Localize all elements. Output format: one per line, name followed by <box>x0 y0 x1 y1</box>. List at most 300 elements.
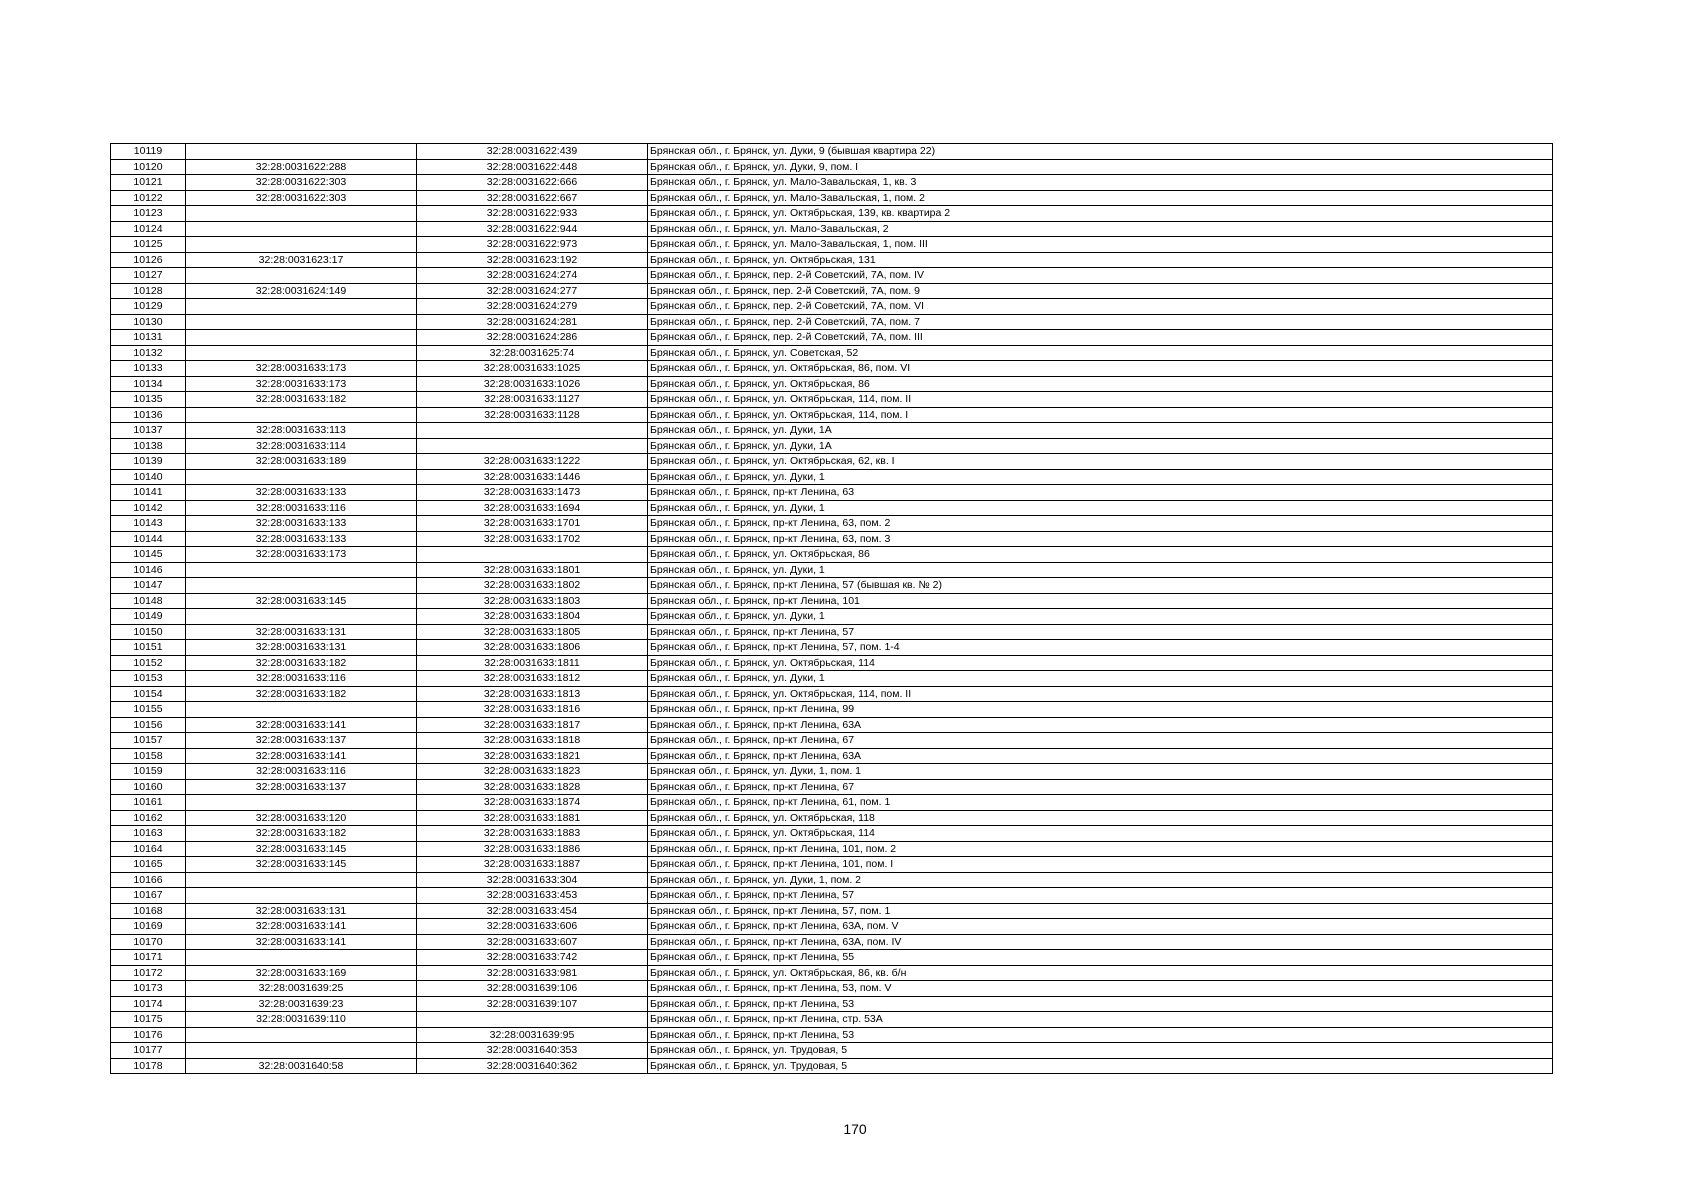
parent-cadastral-number-cell: 32:28:0031633:182 <box>186 655 417 671</box>
row-number-cell: 10167 <box>111 888 186 904</box>
cadastral-number-cell: 32:28:0031640:353 <box>417 1043 648 1059</box>
address-cell: Брянская обл., г. Брянск, пр-кт Ленина, 63А, пом. IV <box>648 934 1553 950</box>
cadastral-number-cell: 32:28:0031633:1025 <box>417 361 648 377</box>
row-number-cell: 10125 <box>111 237 186 253</box>
parent-cadastral-number-cell: 32:28:0031633:173 <box>186 361 417 377</box>
row-number-cell: 10126 <box>111 252 186 268</box>
table-row <box>111 237 1553 253</box>
row-number-cell: 10164 <box>111 841 186 857</box>
row-number-cell: 10161 <box>111 795 186 811</box>
table-row <box>111 733 1553 749</box>
cadastral-number-cell: 32:28:0031633:1874 <box>417 795 648 811</box>
table-row <box>111 299 1553 315</box>
cadastral-number-cell: 32:28:0031633:1804 <box>417 609 648 625</box>
address-cell: Брянская обл., г. Брянск, ул. Дуки, 1 <box>648 562 1553 578</box>
row-number-cell: 10149 <box>111 609 186 625</box>
parent-cadastral-number-cell: 32:28:0031633:141 <box>186 717 417 733</box>
row-number-cell: 10130 <box>111 314 186 330</box>
row-number-cell: 10129 <box>111 299 186 315</box>
parent-cadastral-number-cell: 32:28:0031633:113 <box>186 423 417 439</box>
table-row <box>111 826 1553 842</box>
parent-cadastral-number-cell <box>186 950 417 966</box>
row-number-cell: 10124 <box>111 221 186 237</box>
address-cell: Брянская обл., г. Брянск, пер. 2-й Советский, 7А, пом. 7 <box>648 314 1553 330</box>
address-cell: Брянская обл., г. Брянск, ул. Дуки, 9 (бывшая квартира 22) <box>648 144 1553 160</box>
address-cell: Брянская обл., г. Брянск, ул. Октябрьская, 118 <box>648 810 1553 826</box>
table-row <box>111 764 1553 780</box>
table-row <box>111 748 1553 764</box>
table-row <box>111 686 1553 702</box>
row-number-cell: 10150 <box>111 624 186 640</box>
address-cell: Брянская обл., г. Брянск, ул. Дуки, 1, пом. 2 <box>648 872 1553 888</box>
parent-cadastral-number-cell <box>186 345 417 361</box>
address-cell: Брянская обл., г. Брянск, ул. Октябрьская, 139, кв. квартира 2 <box>648 206 1553 222</box>
cadastral-number-cell: 32:28:0031633:1128 <box>417 407 648 423</box>
cadastral-number-cell: 32:28:0031633:742 <box>417 950 648 966</box>
table-row <box>111 314 1553 330</box>
address-cell: Брянская обл., г. Брянск, ул. Дуки, 9, пом. I <box>648 159 1553 175</box>
parent-cadastral-number-cell: 32:28:0031622:303 <box>186 190 417 206</box>
table-row <box>111 361 1553 377</box>
parent-cadastral-number-cell <box>186 609 417 625</box>
parent-cadastral-number-cell: 32:28:0031633:116 <box>186 671 417 687</box>
parent-cadastral-number-cell: 32:28:0031633:145 <box>186 857 417 873</box>
row-number-cell: 10128 <box>111 283 186 299</box>
row-number-cell: 10153 <box>111 671 186 687</box>
table-row <box>111 702 1553 718</box>
row-number-cell: 10133 <box>111 361 186 377</box>
table-row <box>111 1043 1553 1059</box>
cadastral-number-cell: 32:28:0031633:454 <box>417 903 648 919</box>
parent-cadastral-number-cell <box>186 888 417 904</box>
address-cell: Брянская обл., г. Брянск, ул. Дуки, 1А <box>648 438 1553 454</box>
row-number-cell: 10119 <box>111 144 186 160</box>
cadastral-number-cell: 32:28:0031633:304 <box>417 872 648 888</box>
address-cell: Брянская обл., г. Брянск, пр-кт Ленина, 53 <box>648 1027 1553 1043</box>
address-cell: Брянская обл., г. Брянск, пр-кт Ленина, 55 <box>648 950 1553 966</box>
row-number-cell: 10159 <box>111 764 186 780</box>
row-number-cell: 10176 <box>111 1027 186 1043</box>
table-row <box>111 252 1553 268</box>
parent-cadastral-number-cell: 32:28:0031633:182 <box>186 826 417 842</box>
row-number-cell: 10141 <box>111 485 186 501</box>
address-cell: Брянская обл., г. Брянск, ул. Советская, 52 <box>648 345 1553 361</box>
parent-cadastral-number-cell <box>186 407 417 423</box>
cadastral-number-cell: 32:28:0031633:1886 <box>417 841 648 857</box>
table-row <box>111 407 1553 423</box>
cadastral-number-cell: 32:28:0031633:1887 <box>417 857 648 873</box>
cadastral-number-cell: 32:28:0031633:607 <box>417 934 648 950</box>
table-row <box>111 996 1553 1012</box>
parent-cadastral-number-cell <box>186 299 417 315</box>
address-cell: Брянская обл., г. Брянск, ул. Октябрьская, 114 <box>648 826 1553 842</box>
cadastral-number-cell: 32:28:0031623:192 <box>417 252 648 268</box>
registry-table-body <box>111 144 1553 1074</box>
parent-cadastral-number-cell <box>186 1043 417 1059</box>
row-number-cell: 10137 <box>111 423 186 439</box>
address-cell: Брянская обл., г. Брянск, ул. Мало-Завальская, 1, пом. 2 <box>648 190 1553 206</box>
row-number-cell: 10173 <box>111 981 186 997</box>
table-row <box>111 144 1553 160</box>
parent-cadastral-number-cell: 32:28:0031633:137 <box>186 779 417 795</box>
parent-cadastral-number-cell: 32:28:0031622:288 <box>186 159 417 175</box>
table-row <box>111 485 1553 501</box>
page-number: 170 <box>843 1121 867 1137</box>
parent-cadastral-number-cell: 32:28:0031633:114 <box>186 438 417 454</box>
table-row <box>111 857 1553 873</box>
address-cell: Брянская обл., г. Брянск, пр-кт Ленина, 63А <box>648 717 1553 733</box>
address-cell: Брянская обл., г. Брянск, пр-кт Ленина, 57 (бывшая кв. № 2) <box>648 578 1553 594</box>
parent-cadastral-number-cell: 32:28:0031633:182 <box>186 392 417 408</box>
parent-cadastral-number-cell: 32:28:0031639:25 <box>186 981 417 997</box>
table-row <box>111 1058 1553 1074</box>
address-cell: Брянская обл., г. Брянск, пер. 2-й Советский, 7А, пом. 9 <box>648 283 1553 299</box>
row-number-cell: 10174 <box>111 996 186 1012</box>
address-cell: Брянская обл., г. Брянск, пр-кт Ленина, 99 <box>648 702 1553 718</box>
row-number-cell: 10140 <box>111 469 186 485</box>
table-row <box>111 965 1553 981</box>
cadastral-number-cell: 32:28:0031633:1816 <box>417 702 648 718</box>
cadastral-number-cell: 32:28:0031633:1806 <box>417 640 648 656</box>
cadastral-number-cell: 32:28:0031633:1701 <box>417 516 648 532</box>
table-row <box>111 283 1553 299</box>
address-cell: Брянская обл., г. Брянск, ул. Октябрьская, 114, пом. II <box>648 392 1553 408</box>
row-number-cell: 10146 <box>111 562 186 578</box>
row-number-cell: 10138 <box>111 438 186 454</box>
parent-cadastral-number-cell: 32:28:0031633:133 <box>186 531 417 547</box>
address-cell: Брянская обл., г. Брянск, ул. Дуки, 1 <box>648 609 1553 625</box>
row-number-cell: 10147 <box>111 578 186 594</box>
cadastral-number-cell: 32:28:0031633:1812 <box>417 671 648 687</box>
row-number-cell: 10171 <box>111 950 186 966</box>
parent-cadastral-number-cell: 32:28:0031633:189 <box>186 454 417 470</box>
cadastral-number-cell: 32:28:0031633:1026 <box>417 376 648 392</box>
cadastral-number-cell: 32:28:0031633:1702 <box>417 531 648 547</box>
row-number-cell: 10151 <box>111 640 186 656</box>
address-cell: Брянская обл., г. Брянск, ул. Дуки, 1 <box>648 500 1553 516</box>
parent-cadastral-number-cell <box>186 237 417 253</box>
parent-cadastral-number-cell <box>186 314 417 330</box>
address-cell: Брянская обл., г. Брянск, ул. Мало-Завальская, 1, кв. 3 <box>648 175 1553 191</box>
row-number-cell: 10160 <box>111 779 186 795</box>
table-row <box>111 159 1553 175</box>
row-number-cell: 10156 <box>111 717 186 733</box>
cadastral-number-cell: 32:28:0031633:1805 <box>417 624 648 640</box>
cadastral-number-cell: 32:28:0031633:1473 <box>417 485 648 501</box>
row-number-cell: 10168 <box>111 903 186 919</box>
cadastral-number-cell: 32:28:0031633:1883 <box>417 826 648 842</box>
table-row <box>111 609 1553 625</box>
address-cell: Брянская обл., г. Брянск, ул. Мало-Завальская, 2 <box>648 221 1553 237</box>
address-cell: Брянская обл., г. Брянск, пр-кт Ленина, 57 <box>648 888 1553 904</box>
cadastral-number-cell: 32:28:0031633:1828 <box>417 779 648 795</box>
address-cell: Брянская обл., г. Брянск, ул. Мало-Завальская, 1, пом. III <box>648 237 1553 253</box>
address-cell: Брянская обл., г. Брянск, ул. Дуки, 1А <box>648 423 1553 439</box>
cadastral-number-cell: 32:28:0031622:666 <box>417 175 648 191</box>
table-row <box>111 1027 1553 1043</box>
cadastral-number-cell: 32:28:0031640:362 <box>417 1058 648 1074</box>
cadastral-number-cell: 32:28:0031633:1127 <box>417 392 648 408</box>
table-row <box>111 547 1553 563</box>
cadastral-number-cell: 32:28:0031633:1821 <box>417 748 648 764</box>
parent-cadastral-number-cell: 32:28:0031633:182 <box>186 686 417 702</box>
address-cell: Брянская обл., г. Брянск, пр-кт Ленина, 63А, пом. V <box>648 919 1553 935</box>
table-row <box>111 175 1553 191</box>
row-number-cell: 10121 <box>111 175 186 191</box>
table-row <box>111 950 1553 966</box>
table-row <box>111 438 1553 454</box>
parent-cadastral-number-cell: 32:28:0031639:110 <box>186 1012 417 1028</box>
cadastral-number-cell: 32:28:0031633:1803 <box>417 593 648 609</box>
address-cell: Брянская обл., г. Брянск, пер. 2-й Советский, 7А, пом. III <box>648 330 1553 346</box>
cadastral-number-cell: 32:28:0031622:667 <box>417 190 648 206</box>
table-row <box>111 531 1553 547</box>
address-cell: Брянская обл., г. Брянск, пр-кт Ленина, 57, пом. 1-4 <box>648 640 1553 656</box>
cadastral-number-cell: 32:28:0031633:981 <box>417 965 648 981</box>
cadastral-number-cell: 32:28:0031622:933 <box>417 206 648 222</box>
address-cell: Брянская обл., г. Брянск, пр-кт Ленина, 57 <box>648 624 1553 640</box>
table-row <box>111 1012 1553 1028</box>
table-row <box>111 516 1553 532</box>
row-number-cell: 10123 <box>111 206 186 222</box>
row-number-cell: 10163 <box>111 826 186 842</box>
parent-cadastral-number-cell: 32:28:0031633:145 <box>186 593 417 609</box>
cadastral-number-cell: 32:28:0031622:448 <box>417 159 648 175</box>
parent-cadastral-number-cell <box>186 795 417 811</box>
table-row <box>111 190 1553 206</box>
cadastral-number-cell: 32:28:0031639:107 <box>417 996 648 1012</box>
cadastral-number-cell: 32:28:0031633:1811 <box>417 655 648 671</box>
address-cell: Брянская обл., г. Брянск, пер. 2-й Советский, 7А, пом. IV <box>648 268 1553 284</box>
address-cell: Брянская обл., г. Брянск, ул. Октябрьская, 114 <box>648 655 1553 671</box>
address-cell: Брянская обл., г. Брянск, ул. Октябрьская, 62, кв. I <box>648 454 1553 470</box>
cadastral-number-cell: 32:28:0031633:1694 <box>417 500 648 516</box>
row-number-cell: 10120 <box>111 159 186 175</box>
row-number-cell: 10165 <box>111 857 186 873</box>
parent-cadastral-number-cell: 32:28:0031633:133 <box>186 485 417 501</box>
parent-cadastral-number-cell <box>186 268 417 284</box>
address-cell: Брянская обл., г. Брянск, ул. Дуки, 1 <box>648 469 1553 485</box>
parent-cadastral-number-cell <box>186 330 417 346</box>
parent-cadastral-number-cell: 32:28:0031633:131 <box>186 903 417 919</box>
parent-cadastral-number-cell: 32:28:0031633:141 <box>186 934 417 950</box>
address-cell: Брянская обл., г. Брянск, пр-кт Ленина, 67 <box>648 779 1553 795</box>
parent-cadastral-number-cell: 32:28:0031640:58 <box>186 1058 417 1074</box>
address-cell: Брянская обл., г. Брянск, пр-кт Ленина, 61, пом. 1 <box>648 795 1553 811</box>
parent-cadastral-number-cell: 32:28:0031633:141 <box>186 748 417 764</box>
address-cell: Брянская обл., г. Брянск, пр-кт Ленина, 53 <box>648 996 1553 1012</box>
row-number-cell: 10148 <box>111 593 186 609</box>
address-cell: Брянская обл., г. Брянск, ул. Трудовая, 5 <box>648 1043 1553 1059</box>
parent-cadastral-number-cell: 32:28:0031633:173 <box>186 547 417 563</box>
address-cell: Брянская обл., г. Брянск, пр-кт Ленина, 101 <box>648 593 1553 609</box>
table-row <box>111 268 1553 284</box>
row-number-cell: 10169 <box>111 919 186 935</box>
table-row <box>111 872 1553 888</box>
row-number-cell: 10178 <box>111 1058 186 1074</box>
parent-cadastral-number-cell <box>186 872 417 888</box>
table-row <box>111 392 1553 408</box>
parent-cadastral-number-cell <box>186 1027 417 1043</box>
table-row <box>111 206 1553 222</box>
parent-cadastral-number-cell: 32:28:0031633:131 <box>186 624 417 640</box>
cadastral-number-cell: 32:28:0031633:1813 <box>417 686 648 702</box>
parent-cadastral-number-cell: 32:28:0031639:23 <box>186 996 417 1012</box>
row-number-cell: 10145 <box>111 547 186 563</box>
address-cell: Брянская обл., г. Брянск, ул. Дуки, 1 <box>648 671 1553 687</box>
address-cell: Брянская обл., г. Брянск, пр-кт Ленина, 63, пом. 3 <box>648 531 1553 547</box>
parent-cadastral-number-cell: 32:28:0031633:169 <box>186 965 417 981</box>
row-number-cell: 10132 <box>111 345 186 361</box>
cadastral-number-cell: 32:28:0031633:1817 <box>417 717 648 733</box>
parent-cadastral-number-cell: 32:28:0031633:120 <box>186 810 417 826</box>
address-cell: Брянская обл., г. Брянск, ул. Октябрьская, 86, кв. б/н <box>648 965 1553 981</box>
cadastral-number-cell <box>417 1012 648 1028</box>
table-row <box>111 624 1553 640</box>
row-number-cell: 10127 <box>111 268 186 284</box>
cadastral-number-cell: 32:28:0031633:1446 <box>417 469 648 485</box>
address-cell: Брянская обл., г. Брянск, ул. Октябрьская, 131 <box>648 252 1553 268</box>
table-row <box>111 469 1553 485</box>
cadastral-number-cell: 32:28:0031624:274 <box>417 268 648 284</box>
cadastral-number-cell <box>417 423 648 439</box>
address-cell: Брянская обл., г. Брянск, пер. 2-й Советский, 7А, пом. VI <box>648 299 1553 315</box>
table-row <box>111 779 1553 795</box>
table-row <box>111 376 1553 392</box>
row-number-cell: 10134 <box>111 376 186 392</box>
parent-cadastral-number-cell: 32:28:0031633:116 <box>186 500 417 516</box>
table-row <box>111 810 1553 826</box>
address-cell: Брянская обл., г. Брянск, ул. Трудовая, 5 <box>648 1058 1553 1074</box>
parent-cadastral-number-cell <box>186 206 417 222</box>
cadastral-number-cell: 32:28:0031633:1881 <box>417 810 648 826</box>
row-number-cell: 10152 <box>111 655 186 671</box>
address-cell: Брянская обл., г. Брянск, пр-кт Ленина, 53, пом. V <box>648 981 1553 997</box>
table-row <box>111 841 1553 857</box>
address-cell: Брянская обл., г. Брянск, ул. Дуки, 1, пом. 1 <box>648 764 1553 780</box>
parent-cadastral-number-cell: 32:28:0031622:303 <box>186 175 417 191</box>
cadastral-number-cell: 32:28:0031625:74 <box>417 345 648 361</box>
table-row <box>111 423 1553 439</box>
table-row <box>111 500 1553 516</box>
cadastral-number-cell: 32:28:0031639:95 <box>417 1027 648 1043</box>
row-number-cell: 10142 <box>111 500 186 516</box>
table-row <box>111 981 1553 997</box>
table-row <box>111 888 1553 904</box>
cadastral-number-cell: 32:28:0031624:286 <box>417 330 648 346</box>
row-number-cell: 10172 <box>111 965 186 981</box>
row-number-cell: 10131 <box>111 330 186 346</box>
cadastral-number-cell: 32:28:0031624:281 <box>417 314 648 330</box>
cadastral-number-cell: 32:28:0031633:606 <box>417 919 648 935</box>
table-row <box>111 934 1553 950</box>
cadastral-number-cell: 32:28:0031624:277 <box>417 283 648 299</box>
row-number-cell: 10157 <box>111 733 186 749</box>
address-cell: Брянская обл., г. Брянск, ул. Октябрьская, 114, пом. I <box>648 407 1553 423</box>
address-cell: Брянская обл., г. Брянск, пр-кт Ленина, 101, пом. I <box>648 857 1553 873</box>
table-row <box>111 593 1553 609</box>
parent-cadastral-number-cell <box>186 144 417 160</box>
cadastral-number-cell: 32:28:0031633:1802 <box>417 578 648 594</box>
parent-cadastral-number-cell <box>186 562 417 578</box>
parent-cadastral-number-cell: 32:28:0031633:145 <box>186 841 417 857</box>
parent-cadastral-number-cell: 32:28:0031624:149 <box>186 283 417 299</box>
parent-cadastral-number-cell: 32:28:0031633:131 <box>186 640 417 656</box>
parent-cadastral-number-cell: 32:28:0031633:133 <box>186 516 417 532</box>
row-number-cell: 10177 <box>111 1043 186 1059</box>
parent-cadastral-number-cell: 32:28:0031633:116 <box>186 764 417 780</box>
row-number-cell: 10136 <box>111 407 186 423</box>
registry-table <box>110 143 1553 1074</box>
cadastral-number-cell: 32:28:0031633:1823 <box>417 764 648 780</box>
address-cell: Брянская обл., г. Брянск, пр-кт Ленина, 63А <box>648 748 1553 764</box>
row-number-cell: 10155 <box>111 702 186 718</box>
cadastral-number-cell: 32:28:0031624:279 <box>417 299 648 315</box>
address-cell: Брянская обл., г. Брянск, ул. Октябрьская, 86, пом. VI <box>648 361 1553 377</box>
parent-cadastral-number-cell: 32:28:0031633:173 <box>186 376 417 392</box>
table-row <box>111 671 1553 687</box>
row-number-cell: 10175 <box>111 1012 186 1028</box>
table-row <box>111 903 1553 919</box>
table-row <box>111 330 1553 346</box>
cadastral-number-cell: 32:28:0031622:944 <box>417 221 648 237</box>
address-cell: Брянская обл., г. Брянск, пр-кт Ленина, 63, пом. 2 <box>648 516 1553 532</box>
table-row <box>111 919 1553 935</box>
cadastral-number-cell <box>417 547 648 563</box>
table-row <box>111 655 1553 671</box>
row-number-cell: 10162 <box>111 810 186 826</box>
row-number-cell: 10122 <box>111 190 186 206</box>
row-number-cell: 10139 <box>111 454 186 470</box>
cadastral-number-cell: 32:28:0031622:973 <box>417 237 648 253</box>
table-row <box>111 345 1553 361</box>
table-row <box>111 454 1553 470</box>
address-cell: Брянская обл., г. Брянск, пр-кт Ленина, стр. 53А <box>648 1012 1553 1028</box>
address-cell: Брянская обл., г. Брянск, пр-кт Ленина, 101, пом. 2 <box>648 841 1553 857</box>
table-row <box>111 640 1553 656</box>
cadastral-number-cell: 32:28:0031622:439 <box>417 144 648 160</box>
parent-cadastral-number-cell <box>186 221 417 237</box>
row-number-cell: 10144 <box>111 531 186 547</box>
table-row <box>111 221 1553 237</box>
table-row <box>111 578 1553 594</box>
cadastral-number-cell: 32:28:0031639:106 <box>417 981 648 997</box>
parent-cadastral-number-cell <box>186 702 417 718</box>
parent-cadastral-number-cell <box>186 578 417 594</box>
row-number-cell: 10166 <box>111 872 186 888</box>
address-cell: Брянская обл., г. Брянск, ул. Октябрьская, 114, пом. II <box>648 686 1553 702</box>
cadastral-number-cell: 32:28:0031633:453 <box>417 888 648 904</box>
row-number-cell: 10143 <box>111 516 186 532</box>
cadastral-number-cell: 32:28:0031633:1818 <box>417 733 648 749</box>
cadastral-number-cell: 32:28:0031633:1222 <box>417 454 648 470</box>
address-cell: Брянская обл., г. Брянск, пр-кт Ленина, 57, пом. 1 <box>648 903 1553 919</box>
parent-cadastral-number-cell: 32:28:0031633:141 <box>186 919 417 935</box>
row-number-cell: 10135 <box>111 392 186 408</box>
cadastral-number-cell <box>417 438 648 454</box>
parent-cadastral-number-cell: 32:28:0031623:17 <box>186 252 417 268</box>
table-row <box>111 795 1553 811</box>
row-number-cell: 10158 <box>111 748 186 764</box>
row-number-cell: 10154 <box>111 686 186 702</box>
address-cell: Брянская обл., г. Брянск, пр-кт Ленина, 63 <box>648 485 1553 501</box>
parent-cadastral-number-cell: 32:28:0031633:137 <box>186 733 417 749</box>
address-cell: Брянская обл., г. Брянск, пр-кт Ленина, 67 <box>648 733 1553 749</box>
address-cell: Брянская обл., г. Брянск, ул. Октябрьская, 86 <box>648 547 1553 563</box>
cadastral-number-cell: 32:28:0031633:1801 <box>417 562 648 578</box>
parent-cadastral-number-cell <box>186 469 417 485</box>
table-row <box>111 562 1553 578</box>
